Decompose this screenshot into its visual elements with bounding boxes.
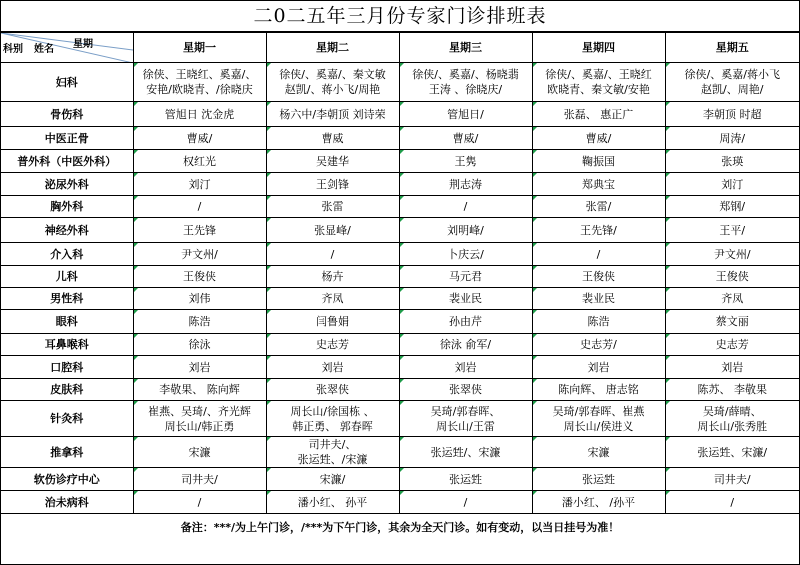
schedule-cell	[399, 218, 532, 243]
table-row	[1, 334, 799, 356]
doctor-line: /	[330, 247, 335, 261]
doctor-line: 徐侠/、奚嘉/、秦文敏	[279, 68, 386, 81]
doctor-line: 鞠振国	[582, 154, 615, 168]
table-row	[1, 243, 799, 266]
schedule-cell	[532, 401, 665, 437]
table-row	[1, 401, 799, 437]
schedule-cell	[266, 150, 399, 173]
doctor-line: 郑钢/	[719, 200, 746, 213]
schedule-cell	[133, 288, 266, 310]
doctor-line: 管旭日 沈金虎	[164, 107, 235, 121]
schedule-cell	[399, 356, 532, 379]
doctor-line: 史志芳	[715, 338, 749, 351]
schedule-cell	[133, 379, 266, 401]
dept-name: 儿科	[1, 266, 133, 288]
doctor-line: 王平/	[719, 223, 746, 237]
doctor-line: 闫鲁娟	[316, 315, 349, 328]
doctor-line: 荆志涛	[449, 177, 482, 191]
doctor-line: 曹威/	[452, 131, 479, 145]
doctor-line: 陈浩	[587, 315, 610, 328]
footnote: 备注：***/为上午门诊，/***为下午门诊，其余为全天门诊。如有变动，以当日挂号为准！	[180, 521, 620, 534]
dept-name: 眼科	[1, 310, 133, 334]
doctor-line: /	[197, 200, 202, 213]
doctor-line: 齐凤	[721, 292, 744, 305]
schedule-cell	[399, 266, 532, 288]
doctor-line: 宋濂	[188, 445, 211, 459]
dept-name: 中医正骨	[1, 127, 133, 150]
doctor-line: 崔燕、吴琦/、齐光辉	[148, 404, 251, 418]
schedule-cell	[399, 491, 532, 514]
doctor-line: 王俊侠	[183, 270, 216, 283]
schedule-cell	[665, 288, 799, 310]
schedule-cell	[266, 356, 399, 379]
table-row	[1, 379, 799, 401]
page-title: 二0二五年三月份专家门诊排班表	[1, 1, 799, 32]
doctor-line: 齐凤	[321, 292, 344, 305]
doctor-line: 张雷/	[585, 200, 612, 213]
schedule-cell	[665, 63, 799, 102]
schedule-cell	[133, 218, 266, 243]
doctor-line: 张运甡	[449, 472, 482, 486]
doctor-line: 周长山/张秀胜	[697, 419, 768, 433]
dept-name: 治未病科	[1, 491, 133, 514]
doctor-line: 裴业民	[449, 292, 482, 305]
schedule-cell	[133, 173, 266, 196]
schedule-cell	[532, 63, 665, 102]
schedule-cell	[665, 243, 799, 266]
schedule-cell	[266, 288, 399, 310]
schedule-cell	[399, 468, 532, 491]
schedule-cell	[266, 379, 399, 401]
schedule-cell	[665, 491, 799, 514]
doctor-line: 王涛 、徐晓庆/	[428, 83, 503, 96]
schedule-table	[1, 32, 799, 514]
dept-name: 骨伤科	[1, 102, 133, 127]
corner-day-label: 星期	[73, 39, 93, 50]
doctor-line: 张翠侠	[316, 383, 349, 396]
schedule-cell	[665, 218, 799, 243]
schedule-cell	[266, 127, 399, 150]
schedule-cell	[665, 334, 799, 356]
schedule-cell	[266, 266, 399, 288]
doctor-line: 吴建华	[316, 154, 349, 168]
table-row	[1, 266, 799, 288]
table-row	[1, 150, 799, 173]
doctor-line: 史志芳	[316, 338, 349, 351]
schedule-cell	[532, 150, 665, 173]
schedule-cell	[133, 266, 266, 288]
schedule-cell	[266, 491, 399, 514]
doctor-line: /	[463, 200, 468, 213]
schedule-cell	[665, 196, 799, 218]
doctor-line: 宋濂/	[319, 472, 346, 486]
schedule-cell	[133, 491, 266, 514]
doctor-line: 刘岩	[721, 360, 744, 374]
schedule-cell	[532, 243, 665, 266]
schedule-cell	[665, 468, 799, 491]
schedule-cell	[266, 196, 399, 218]
schedule-cell	[532, 491, 665, 514]
doctor-line: 张显峰/	[314, 223, 351, 237]
doctor-line: 徐泳	[188, 338, 211, 351]
doctor-line: 张运甡/、宋濂	[430, 445, 501, 459]
doctor-line: /	[730, 495, 735, 509]
doctor-line: 徐侠、王晓红、奚嘉/、	[142, 68, 257, 81]
doctor-line: 李朝顶 时超	[703, 107, 762, 121]
dept-name: 耳鼻喉科	[1, 334, 133, 356]
schedule-cell	[665, 173, 799, 196]
doctor-line: 张运甡、宋濂/	[697, 445, 768, 459]
schedule-cell	[532, 173, 665, 196]
dept-name: 神经外科	[1, 218, 133, 243]
doctor-line: 赵凯/、蒋小飞/周艳	[284, 83, 381, 96]
schedule-cell	[133, 334, 266, 356]
doctor-line: 张翠侠	[449, 383, 482, 396]
doctor-line: 曹威/	[186, 131, 213, 145]
doctor-line: 徐侠/、奚嘉/、王晓红	[545, 68, 652, 81]
dept-name: 泌尿外科	[1, 173, 133, 196]
doctor-line: 刘岩	[188, 360, 211, 374]
dept-name: 软伤诊疗中心	[1, 468, 133, 491]
schedule-cell	[399, 334, 532, 356]
day-header: 星期三	[399, 33, 532, 63]
doctor-line: 曹威/	[585, 131, 612, 145]
schedule-cell	[133, 468, 266, 491]
schedule-cell	[532, 310, 665, 334]
doctor-line: /	[197, 495, 202, 509]
doctor-line: 张运甡、/宋濂	[297, 453, 368, 466]
schedule-cell	[399, 310, 532, 334]
doctor-line: 刘伟	[188, 292, 211, 305]
doctor-line: 陈向辉、 唐志铭	[558, 383, 639, 396]
schedule-cell	[266, 401, 399, 437]
dept-name: 普外科（中医外科）	[1, 150, 133, 173]
schedule-cell	[532, 379, 665, 401]
header-row	[1, 33, 799, 63]
schedule-cell	[133, 437, 266, 468]
table-row	[1, 196, 799, 218]
doctor-line: 宋濂	[587, 445, 610, 459]
schedule-cell	[399, 401, 532, 437]
doctor-line: /	[463, 495, 468, 509]
doctor-line: 徐侠/、奚嘉/蒋小飞	[684, 68, 780, 81]
dept-name: 男性科	[1, 288, 133, 310]
table-row	[1, 356, 799, 379]
corner-name-label: 姓名	[34, 44, 54, 55]
schedule-cell	[266, 468, 399, 491]
doctor-line: 曹威	[321, 131, 344, 145]
doctor-line: 陈苏、 李敬果	[697, 383, 767, 396]
doctor-line: 张磊、 惠正广	[563, 107, 634, 121]
schedule-cell	[399, 288, 532, 310]
schedule-cell	[399, 63, 532, 102]
table-row	[1, 288, 799, 310]
table-row	[1, 102, 799, 127]
doctor-line: 郑典宝	[582, 177, 615, 191]
schedule-cell	[532, 437, 665, 468]
table-row	[1, 437, 799, 468]
schedule-cell	[133, 356, 266, 379]
doctor-line: 吴琦/薛晴、	[702, 404, 762, 418]
schedule-cell	[133, 243, 266, 266]
day-header: 星期二	[266, 33, 399, 63]
doctor-line: 徐泳 俞军/	[439, 338, 492, 351]
schedule-cell	[266, 243, 399, 266]
schedule-cell	[399, 437, 532, 468]
schedule-cell	[665, 266, 799, 288]
schedule-cell	[399, 127, 532, 150]
doctor-line: 周长山/徐国栋 、	[290, 404, 375, 418]
doctor-line: 王俊侠	[582, 270, 615, 283]
schedule-cell	[532, 334, 665, 356]
schedule-cell	[399, 196, 532, 218]
schedule-cell	[665, 379, 799, 401]
doctor-line: 陈浩	[188, 315, 211, 328]
schedule-cell	[665, 127, 799, 150]
doctor-line: 蔡文丽	[715, 315, 749, 328]
dept-name: 针灸科	[1, 401, 133, 437]
doctor-line: 张雷	[321, 200, 344, 213]
schedule-cell	[665, 102, 799, 127]
doctor-line: 张瑛	[721, 154, 744, 168]
day-header: 星期四	[532, 33, 665, 63]
doctor-line: 史志芳/	[580, 338, 617, 351]
doctor-line: 刘岩	[321, 360, 344, 374]
schedule-cell	[266, 102, 399, 127]
schedule-cell	[532, 218, 665, 243]
doctor-line: 韩正勇、 郭春晖	[292, 419, 373, 433]
table-row	[1, 63, 799, 102]
corner-cell	[1, 33, 133, 63]
schedule-cell	[532, 127, 665, 150]
doctor-line: 李敬果、 陈向辉	[159, 383, 240, 396]
doctor-line: 张运甡	[582, 472, 615, 486]
schedule-cell	[665, 150, 799, 173]
table-row	[1, 173, 799, 196]
doctor-line: 尹文州/	[713, 247, 751, 261]
schedule-cell	[532, 356, 665, 379]
dept-name: 推拿科	[1, 437, 133, 468]
doctor-line: 权红光	[183, 154, 216, 168]
schedule-cell	[133, 63, 266, 102]
dept-name: 介入科	[1, 243, 133, 266]
doctor-line: 马元君	[449, 270, 482, 283]
schedule-cell	[133, 310, 266, 334]
schedule-cell	[399, 243, 532, 266]
schedule-cell	[665, 437, 799, 468]
doctor-line: 周长山/侯进义	[563, 419, 634, 433]
schedule-cell	[133, 150, 266, 173]
doctor-line: 王先锋	[183, 223, 216, 237]
schedule-cell	[532, 288, 665, 310]
day-header: 星期一	[133, 33, 266, 63]
doctor-line: 司井夫/	[181, 472, 218, 486]
schedule-cell	[399, 150, 532, 173]
doctor-line: 管旭日/	[447, 107, 484, 121]
doctor-line: 欧晓青、秦文敏/安艳	[547, 83, 650, 96]
schedule-cell	[665, 310, 799, 334]
schedule-cell	[399, 102, 532, 127]
doctor-line: 刘岩	[454, 360, 477, 374]
doctor-line: 裴业民	[582, 292, 615, 305]
schedule-cell	[399, 379, 532, 401]
schedule-cell	[133, 102, 266, 127]
doctor-line: 吴琦/郭春晖、	[430, 404, 501, 418]
schedule-cell	[399, 173, 532, 196]
doctor-line: 卜庆云/	[447, 247, 484, 261]
schedule-cell	[266, 310, 399, 334]
schedule-cell	[266, 334, 399, 356]
schedule-cell	[532, 102, 665, 127]
doctor-line: 王隽	[454, 154, 477, 168]
schedule-cell	[665, 356, 799, 379]
schedule-cell	[532, 196, 665, 218]
doctor-line: 潘小红、 /孙平	[561, 495, 636, 509]
doctor-line: 杨卉	[321, 270, 344, 283]
doctor-line: 刘岩	[587, 360, 610, 374]
doctor-line: 安艳/欧晓青、/徐晓庆	[146, 83, 253, 96]
doctor-line: 周涛/	[719, 131, 746, 145]
dept-name: 妇科	[1, 63, 133, 102]
doctor-line: 赵凯/、周艳/	[701, 83, 764, 96]
doctor-line: 刘汀	[188, 177, 211, 191]
doctor-line: 周长山/王雷	[436, 419, 495, 433]
table-row	[1, 310, 799, 334]
table-row	[1, 127, 799, 150]
schedule-cell	[665, 401, 799, 437]
doctor-line: 司井夫/、	[308, 438, 357, 451]
schedule-cell	[133, 401, 266, 437]
doctor-line: 孙由芹	[449, 315, 482, 328]
doctor-line: 刘汀	[721, 177, 744, 191]
doctor-line: 王俊侠	[715, 270, 749, 283]
schedule-cell	[133, 196, 266, 218]
doctor-line: 司井夫/	[713, 472, 751, 486]
table-row	[1, 218, 799, 243]
schedule-cell	[532, 468, 665, 491]
doctor-line: /	[596, 247, 601, 261]
schedule-cell	[266, 63, 399, 102]
table-row	[1, 491, 799, 514]
day-header: 星期五	[665, 33, 799, 63]
doctor-line: 尹文州/	[181, 247, 218, 261]
doctor-line: 徐侠/、奚嘉/、杨晓翡	[412, 68, 519, 81]
doctor-line: 王剑锋	[316, 177, 349, 191]
doctor-line: 王先锋/	[580, 223, 617, 237]
dept-name: 皮肤科	[1, 379, 133, 401]
schedule-cell	[266, 173, 399, 196]
doctor-line: 杨六中/李朝顶 刘诗荣	[279, 107, 386, 121]
corner-dept-label: 科别	[3, 44, 23, 55]
doctor-line: 吴琦/郭春晖、崔燕	[552, 404, 645, 418]
dept-name: 胸外科	[1, 196, 133, 218]
schedule-cell	[532, 266, 665, 288]
schedule-cell	[266, 437, 399, 468]
schedule-cell	[133, 127, 266, 150]
doctor-line: 刘明峰/	[447, 223, 484, 237]
schedule-cell	[266, 218, 399, 243]
doctor-line: 周长山/韩正勇	[164, 419, 235, 433]
dept-name: 口腔科	[1, 356, 133, 379]
doctor-line: 潘小红、 孙平	[297, 495, 368, 509]
table-row	[1, 468, 799, 491]
